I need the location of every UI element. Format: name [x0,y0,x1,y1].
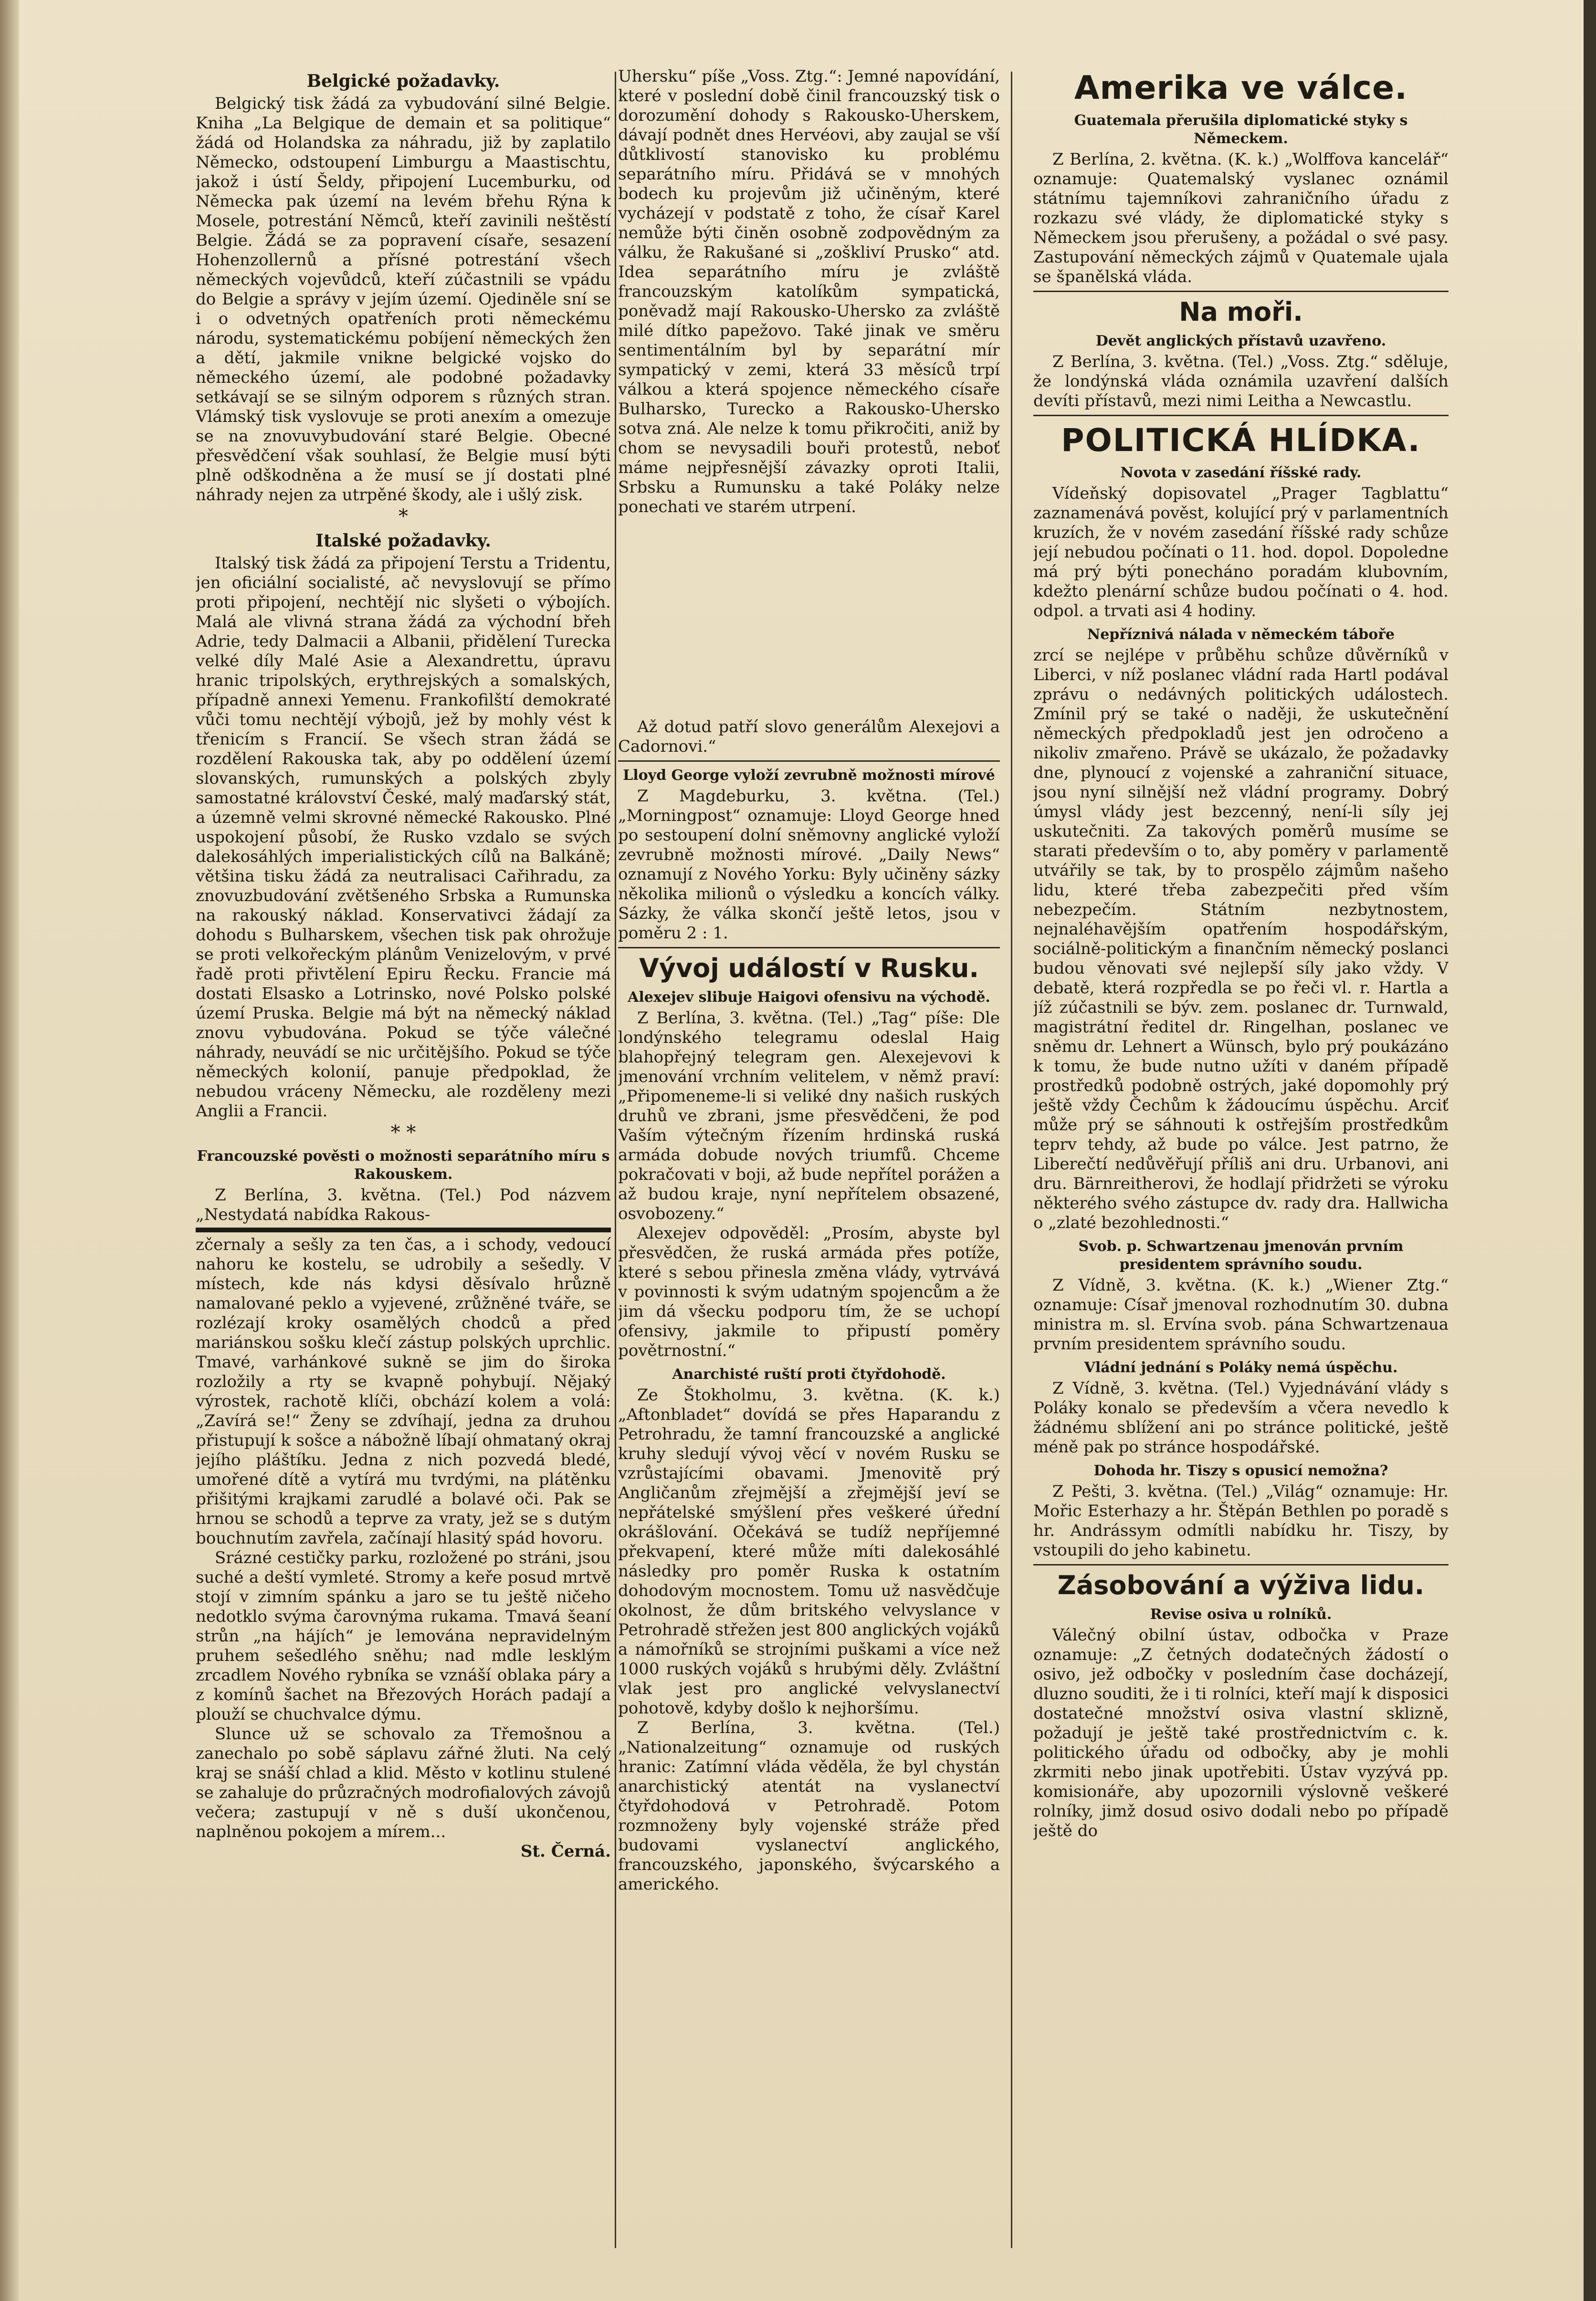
divider [1033,1564,1449,1566]
separator-star: * [399,505,408,527]
section-sea: Na moři. [1179,297,1303,327]
page-gutter-shadow [0,0,19,2301]
blank-gap [618,517,1000,717]
heading-seed-revision: Revise osiva u rolníků. [1150,1606,1332,1623]
feuilleton-divider [196,1228,611,1232]
heading-italian-demands: Italské požadavky. [315,531,491,551]
section-food-supply: Zásobování a výživa lidu. [1057,1570,1425,1600]
heading-anarchists: Anarchisté ruští proti čtyřdohodě. [672,1366,946,1383]
heading-poles: Vládní jednání s Poláky nemá úspěchu. [1084,1359,1398,1376]
column-rule-2 [1011,72,1012,2248]
article-continuation: Uhersku“ píše „Voss. Ztg.“: Jemné napovídání, které v poslední době činil francouzský tisk o dorozumění dohody s Rakousko-Uherskem, dávají podnět dnes Hervéovi, aby zaujal se vší důtklivostí stanovisko ku problému separátního míru. Přidává se v mnohých bodech ku projevům již učiněným, které vycházejí v podstatě z toho, že císař Karel nemůže býti činěn osobně zodpovědným za válku, že Rakušané si „zoškliví Prusko“ atd. Idea separátního míru je zvláště francouzským katolíkům sympatická, poněvadž mají Rakousko-Uhersko za zvláště milé dítko papežovo. Také jinak ve směru sentimentálním byl by separátní mír sympatický v zemi, která 33 měsíců trpí válkou a která spojence německého císaře Bulharsko, Turecko a Rakousko-Uhersko sotva zná. Ale nelze k tomu přikročiti, aniž by chom se nevysadili bouři protestů, neboť máme nejpřesnější závazky oproti Italii, Srbsku a Rumunsku a také Poláky nelze ponechati ve starém utrpení. [618,67,1000,516]
heading-tisza: Dohoda hr. Tiszy s opusicí nemožna? [1093,1462,1388,1479]
article-poles: Z Vídně, 3. května. (Tel.) Vyjednávání vlády s Poláky konalo se především a včera nevedlo k žádnému sblížení ani po stránce politické, ještě méně pak po stránce hospodářské. [1033,1379,1449,1457]
column-2 [618,67,1000,2262]
column-rule-1 [615,72,616,2248]
heading-german-mood: Nepříznivá nálada v německém táboře [1087,626,1395,643]
feuilleton-paragraph-2: Srázné cestičky parku, rozložené po stráni, jsou suché a deští vymleté. Stromy a keře posud mrtvě stojí v zimním spánku a jaro se tu ještě ničeho nedotklo svýma čarovnýma rukama. Tmavá šeaní strůn „na hájích“ je lemována nepravidelným pruhem sešedlého sněhu; nad mdle lesklým zrcadlem Nového rybníka se vznáší oblaka páry a z komínů šachet na Březových Horách padají a plouží se chuchvalce dýmu. [196,1548,611,1724]
article-anarchists-1: Ze Štokholmu, 3. května. (K. k.) „Aftonbladet“ dovídá se přes Haparandu z Petrohradu, že tamní francouzské a anglické kruhy sledují vývoj věcí v novém Rusku se vzrůstajícími obavami. Jmenovitě prý Angličanům zřejmější a zřejmější jeví se nepřátelské smýšlení přes veškeré úřední okrášlování. Očekává se tudíž nepříjemné překvapení, které může míti dalekosáhlé následky pro poměr Ruska k ostatním dohodovým mocnostem. Tomu už nasvědčuje okolnost, že dům britského velvyslance v Petrohradě střežen jest 800 anglických vojáků a námořníků se strojními puškami a více než 1000 ruských vojáků s hrubými děly. Zvláštní vlak jest pro anglické velvyslanectví pohotově, kdyby došlo k nejhoršímu. [618,1386,1000,1718]
feuilleton-paragraph-3: Slunce už se schovalo za Třemošnou a zanechalo po sobě sáplavu zářné žluti. Na celý kraj se snáší chlad a klid. Město v kotlinu stulené se zahaluje do průzračných modrofialových závojů večera; zastupují v ně s duší ukončenou, naplněnou pokojem a mírem... [196,1724,611,1841]
divider [1033,291,1449,292]
divider [1033,415,1449,416]
separator-stars: * * [390,1122,416,1144]
section-america: Amerika ve válce. [1074,69,1408,107]
article-alexejev-1: Z Berlína, 3. května. (Tel.) „Tag“ píše: Dle londýnského telegramu odeslal Haig blahopřejný telegram gen. Alexejevovi k jmenování vrchním velitelem, v němž praví: „Připomeneme-li si veliké dny našich ruských druhů ve zbrani, jsme přesvědčeni, že pod Vaším výtečným řízením hrdinská ruská armáda dobude nových triumfů. Chceme pokračovati v boji, až bude nepřítel porážen a až budou kraje, nyní nepřítelem obsazené, osvobozeny.“ [618,1009,1000,1223]
article-seed-revision: Válečný obilní ústav, odbočka v Praze oznamuje: „Z četných dodatečných žádostí o osivo, jež odbočky v posledním čase docházejí, dluzno souditi, že i ti rolníci, kteří mají k disposici dostatečné množství osiva vlastní sklizně, požadují je ještě také prostřednictvím c. k. politického úřadu od odbočky, aby je mohli zkrmiti nebo jinak upotřebiti. Ústav vyzývá pp. komisionáře, aby upozornili výslovně veškeré rolníky, jimž dosud osivo dodali nebo po případě ještě do [1033,1626,1449,1840]
section-russia: Vývoj událostí v Rusku. [639,953,979,983]
heading-belgian-demands: Belgické požadavky. [306,71,500,91]
article-german-mood: zrcí se nejlépe v průběhu schůze důvěrníků v Liberci, v níž poslanec vládní rada Hartl podával zprávu o nedávných politických událostech. Zmínil prý se také o naději, že uskutečnění německých předpokladů jest jen odročeno a nikoliv zmařeno. Právě se ukázalo, že požadavky dne, plynoucí z vojenské a zahraniční situace, jsou nyní silnější než vládní programy. Dobrý úmysl vlády jest bezcenný, není-li síly jej uskutečniti. Za takových poměrů musíme se starati především o to, aby poměry v parlamentě utvářily se tak, by to prospělo zájmům našeho lidu, které třeba zabezpečiti před vším nebezpečím. Státním nezbytnostem, nejnaléhavějším opatřením hospodářským, sociálně-politickým a finančním německý poslanci budou věnovati své nejlepší síly jako vždy. V debatě, která rozpředla se po řeči vl. r. Hartla a jíž zúčastnili se býv. zem. poslanec dr. Turnwald, magistrátní ředitel dr. Ringelhan, poslanec ve sněmu dr. Lehnert a Wünsch, bylo prý poukázáno k tomu, že bude nutno užíti v daném případě prostředků podobně ostrých, jaké dopomohly prý ještě vždy Čechům k žádoucímu úspěchu. Arciť může prý se sáhnouti k ostřejším prostředkům teprv tehdy, až bude po válce. Jest patrno, že Liberečtí nedůvěřují příliš ani dru. Urbanovi, ani dru. Bärnreitherovi, že hodlají přidržeti se výroku některého svého zástupce dv. rady dra. Hallwicha o „zlaté bezohlednosti.“ [1033,646,1449,1232]
divider [618,760,1000,762]
article-french-rumours: Z Berlína, 3. května. (Tel.) Pod názvem „Nestydatá nabídka Rakous- [196,1186,611,1224]
feuilleton-paragraph-1: zčernaly a sešly za ten čas, a i schody, vedoucí nahoru ke kostelu, se udrobily a sešedly. V místech, kde nás kdysi děsívalo hrůzně namalované peklo a vyjevené, zrůžněné tváře, se rozlézají kroky osamělých chodců a před mariánskou sošku klečí zástup polských uprchlic. Tmavé, varhánkové sukně se jim do široka rozložily a rty se kvapně pohybují. Nějaký výrostek, rachotě klíči, obchází kolem a volá: „Zavírá se!“ Ženy se zdvíhají, jedna za druhou přistupují k sošce a nábožně líbají ohmataný okraj jejího pláštíku. Jedna z nich pozvedá bledé, umořené dítě a vytírá mu tvrdými, na plátěnku přišitými krajkami zarudlé a bolavé oči. Pak se hrnou se schodů a teprve za vraty, jež se s dutým bouchnutím zavřela, začínají hlasitý spád hovoru. [196,1235,611,1548]
article-imperial-council: Vídeňský dopisovatel „Prager Tagblattu“ zaznamenává pověst, kolující prý v parlamentních kruzích, že v novém zasedání říšské rady schůze její nebudou počínati o 11. hod. dopol. Dopoledne má prý býti ponecháno poradám klubovním, kdežto plenární schůze budou počínati o 4. hod. odpol. a trvati asi 4 hodiny. [1033,484,1449,620]
heading-schwartzenau: Svob. p. Schwartzenau jmenován prvním presidentem správního soudu. [1078,1238,1404,1273]
feuilleton-signature: St. Černá. [520,1842,611,1861]
heading-guatemala: Guatemala přerušila diplomatické styky s Německem. [1074,112,1408,147]
article-ports: Z Berlína, 3. května. (Tel.) „Voss. Ztg.“ sděluje, že londýnská vláda oznámila uzavření dalších devíti přístavů, mezi nimi Leitha a Newcastlu. [1033,352,1449,410]
article-alexejev-2: Alexejev odpověděl: „Prosím, abyste byl přesvědčen, že ruská armáda přes potíže, které s sebou přinesla změna vlády, vytrvává v povinnosti k svým udatným spojencům a že jim dá všecku podporu tím, že se uchopí ofensivy, jakmile to připustí poměry povětrnostní.“ [618,1224,1000,1360]
article-continuation-end: Až dotud patří slovo generálům Alexejovi a Cadornovi.“ [618,717,1000,756]
column-1 [196,67,611,2262]
article-guatemala: Z Berlína, 2. května. (K. k.) „Wolffova kancelář“ oznamuje: Quatemalský vyslanec oznámil státnímu tajemníkovi zahraničního úřadu z rozkazu své vlády, že diplomatické styky s Německem jsou přerušeny, a požádal o své pasy. Zastupování německých zájmů v Quatemale ujala se španělská vláda. [1033,150,1449,286]
article-tisza: Z Pešti, 3. května. (Tel.) „Világ“ oznamuje: Hr. Mořic Esterhazy a hr. Štěpán Bethlen po poradě s hr. Andrássym odmítli nabídku hr. Tiszy, by vstoupili do jeho kabinetu. [1033,1482,1449,1560]
heading-imperial-council: Novota v zasedání říšské rady. [1120,464,1362,481]
heading-lloyd-george: Lloyd George vyloží zevrubně možnosti mírové [623,767,995,784]
article-belgian-demands: Belgický tisk žádá za vybudování silné Belgie. Kniha „La Belgique de demain et sa politique“ žádá od Holandska za náhradu, již by zaplatilo Německo, odstoupení Limburgu a Maastischtu, jakož i ústí Šeldy, připojení Lucemburku, od Německa pak území na levém břehu Rýna k Mosele, potrestání Němců, kteří zavinili neštěstí Belgie. Žádá se za popravení císaře, sesazení Hohenzollernů a přísné potrestání všech německých vojevůdců, kteří zúčastnili se vpádu do Belgie a správy v jejím území. Ojediněle sní se i o odvetných opatřeních proti německému národu, systematickému pobíjení německých žen a dětí, jakmile vnikne belgické vojsko do německého území, ale podobné požadavky setkávají se se silným odporem s různých stran. Vlámský tisk vyslovuje se proti anexím a omezuje se na znovuvybudování staré Belgie. Obecné přesvědčení však souhlasí, že Belgie musí býti plně odškodněna a že musí se jí dostati plné náhrady nejen za utrpěné škody, ale i ušlý zisk. [196,94,611,504]
divider [618,947,1000,948]
section-politics: POLITICKÁ HLÍDKA. [1061,422,1421,459]
heading-alexejev: Alexejev slibuje Haigovi ofensivu na východě. [628,989,990,1006]
heading-french-rumours: Francouzské pověsti o možnosti separátního míru s Rakouskem. [197,1148,610,1183]
heading-ports: Devět anglických přístavů uzavřeno. [1095,333,1386,349]
article-schwartzenau: Z Vídně, 3. května. (K. k.) „Wiener Ztg.“ oznamuje: Císař jmenoval rozhodnutím 30. dubna ministra m. sl. Ervína svob. pána Schwartzenaua prvním presidentem správního soudu. [1033,1276,1449,1354]
page-edge [1584,0,1596,2301]
article-lloyd-george: Z Magdeburku, 3. května. (Tel.) „Morningpost“ oznamuje: Lloyd George hned po sestoupení dolní sněmovny anglické vyloží zevrubně možnosti mírové. „Daily News“ oznamují z Nového Yorku: Byly učiněny sázky několika milionů o výsledku a koncích války. Sázky, že válka skončí ještě letos, jsou v poměru 2 : 1. [618,787,1000,943]
article-anarchists-2: Z Berlína, 3. května. (Tel.) „Nationalzeitung“ oznamuje od ruských hranic: Zatímní vláda věděla, že byl chystán anarchistický atentát na vyslanectví čtyřdohodová v Petrohradě. Potom rozmnoženy byly vojenské stráže před budovami vyslanectví anglického, francouzského, japonského, švýcarského a amerického. [618,1718,1000,1894]
column-3 [1033,67,1449,2262]
article-italian-demands: Italský tisk žádá za připojení Terstu a Tridentu, jen oficiální socialisté, ač nevyslovují se přímo proti připojení, nechtějí nic slyšeti o výbojích. Malá ale vlivná strana žádá za východní břeh Adrie, tedy Dalmacii a Albanii, přidělení Turecka velké díly Malé Asie a Alexandrettu, úpravu hranic tripolských, erythrejských a somalských, případně annexi Yemenu. Frankofilští demokraté vůči tomu nechtějí výbojů, jež by mohly vést k třenicím s Francií. Se všech stran žádá se rozdělení Rakouska tak, aby po oddělení území slovanských, rumunských a polských zbyly samostatné království České, malý maďarský stát, a územně velmi skrovné německé Rakousko. Plné uspokojení působí, že Rusko vzdalo se svých dalekosáhlých imperialistických cílů na Balkáně; většina tisku žádá za neutralisaci Cařihradu, za znovuzbudování zvětšeného Srbska a Rumunska na rakouský náklad. Konservativci žádají za dohodu s Bulharskem, všechen tisk pak ohrožuje se proti velkořeckým plánům Venizelovým, v prvé řadě proti přivtělení Epiru Řecku. Francie má dostati Elsasko a Lotrinsko, nové Polsko polské území Pruska. Belgie má být na německý náklad znovu vybudována. Pokud se týče válečné náhrady, neuvádí se nic určitějšího. Pokud se týče německých kolonií, panuje předpoklad, že nebudou vráceny Německu, ale rozděleny mezi Anglii a Francii. [196,554,611,1121]
